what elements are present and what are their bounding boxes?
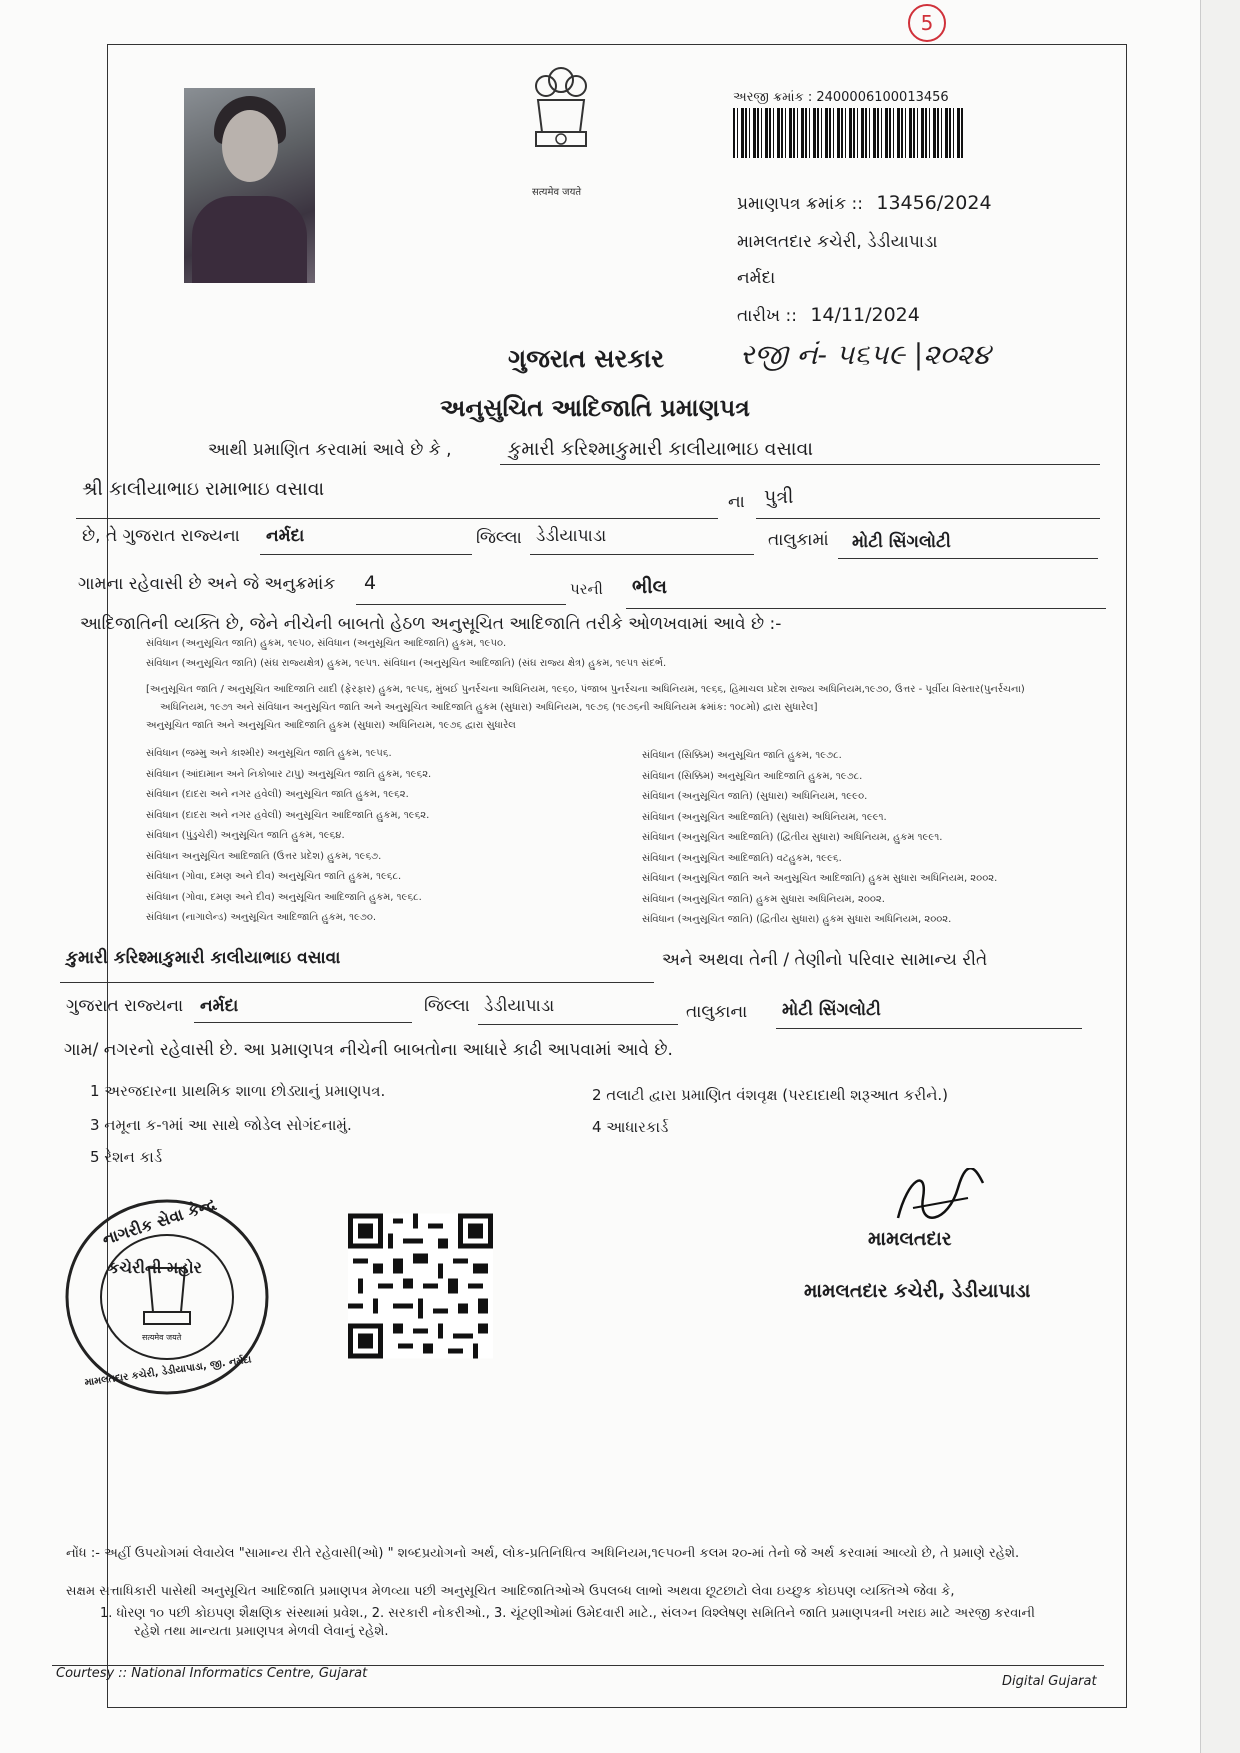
document-item: 3 નમૂના ક-૧માં આ સાથે જોડેલ સોગંદનામું.	[90, 1116, 352, 1134]
order-item: સંવિધાન (જમ્મુ અને કાશ્મીર) અનુસૂચિત જાતિ હુકમ, ૧૯૫૬.	[146, 748, 392, 759]
applicant-name: કુમારી કરિશ્માકુમારી કાલીયાભાઇ વસાવા	[508, 438, 813, 460]
seal-bottom-text: મામલતદાર કચેરી, ડેડીયાપાડા, જી. નર્મદા	[84, 1354, 253, 1389]
basis-text: ગામ/ નગરનો રહેવાસી છે. આ પ્રમાણપત્ર નીચેની બાબતોના આધારે કાઢી આપવામાં આવે છે.	[64, 1040, 673, 1060]
page-number-mark	[908, 4, 946, 42]
na-text: ના	[728, 492, 745, 512]
issue-date: 14/11/2024	[810, 304, 920, 326]
order-line: સંવિધાન (અનુસૂચિત જાતિ) (સંઘ રાજ્યક્ષેત્ર) હુકમ, ૧૯૫૧. સંવિધાન (અનુસૂચિત આદિજાતિ) (સંઘ રાજ્ય ક્ષેત્ર) હુકમ, ૧૯૫૧ સંદર્ભ.	[146, 658, 667, 669]
residence-taluka: ડેડીયાપાડા	[484, 996, 555, 1016]
order-item: સંવિધાન (અનુસૂચિત જાતિ) (સુધારા) અધિનિયમ, ૧૯૯૦.	[642, 791, 868, 802]
seal-center-text: કચેરીની મહોર	[108, 1258, 202, 1277]
seal-top-text: નાગરીક સેવા કેન્દ્ર	[99, 1194, 219, 1249]
residence-name: કુમારી કરિશ્માકુમારી કાલીયાભાઇ વસાવા	[66, 948, 341, 968]
office-seal	[64, 1194, 270, 1396]
father-name: શ્રી કાલીયાભાઇ રામાભાઇ વસાવા	[82, 478, 325, 500]
orders-right-column	[642, 750, 997, 935]
family-text: અને અથવા તેની / તેણીનો પરિવાર સામાન્ય રીતે	[662, 950, 988, 970]
order-item: સંવિધાન (ગોવા, દમણ અને દીવ) અનુસૂચિત આદિજાતિ હુકમ, ૧૯૬૮.	[146, 891, 422, 903]
residence-district: નર્મદા	[200, 996, 239, 1016]
application-number: અરજી ક્રમાંક : 2400006100013456	[733, 90, 949, 105]
resident-text: ગામના રહેવાસી છે અને જે અનુક્રમાંક	[78, 574, 336, 594]
emblem-motto: सत्यमेव जयते	[532, 187, 582, 198]
district-label: જિલ્લા	[476, 528, 522, 548]
order-item: સંવિધાન (પુંડુચેરી) અનુસૂચિત જાતિ હુકમ, ૧૯૬૪.	[146, 830, 345, 841]
order-item: સંવિધાન (સિક્કિમ) અનુસૂચિત જાતિ હુકમ, ૧૯૭૮.	[642, 750, 842, 761]
note-benefits-cont: રહેશે તથા માન્યતા પ્રમાણપત્ર મેળવી લેવાનું રહેશે.	[134, 1624, 389, 1639]
order-line: સંવિધાન (અનુસૂચિત જાતિ) હુકમ, ૧૯૫૦, સંવિધાન (અનુસૂચિત આદિજાતિ) હુકમ, ૧૯૫૦.	[146, 638, 507, 649]
order-item: સંવિધાન (અનુસૂચિત જાતિ) હુકમ સુધારા અધિનિયમ, ૨૦૦૨.	[642, 893, 885, 905]
order-item: સંવિધાન (અનુસૂચિત આદિજાતિ) વટહુકમ, ૧૯૯૬.	[642, 852, 842, 864]
certificate-number: 13456/2024	[876, 192, 992, 214]
taluka-value: ડેડીયાપાડા	[536, 526, 607, 546]
relation: પુત્રી	[764, 486, 794, 508]
residence-village: મોટી સિંગલોટી	[782, 1000, 881, 1020]
date-label: તારીખ	[737, 306, 781, 326]
order-item: સંવિધાન (અનુસૂચિત આદિજાતિ) (સુધારા) અધિનિયમ, ૧૯૯૧.	[642, 811, 887, 823]
issuing-district: નર્મદા	[737, 268, 776, 288]
applicant-photo	[184, 88, 315, 283]
order-item: સંવિધાન (દાદરા અને નગર હવેલી) અનુસૂચિત જાતિ હુકમ, ૧૯૬૨.	[146, 789, 409, 800]
document-item: 5 રેશન કાર્ડ	[90, 1148, 163, 1166]
certify-text: આથી પ્રમાણિત કરવામાં આવે છે કે ,	[208, 440, 452, 460]
signatory-office: મામલતદાર કચેરી, ડેડીયાપાડા	[804, 1280, 1031, 1302]
state-emblem-icon	[528, 62, 594, 182]
district-value: નર્મદા	[266, 526, 305, 546]
note-benefits: સક્ષમ સત્તાધિકારી પાસેથી અનુસૂચિત આદિજાતિ પ્રમાણપત્ર મેળવ્યા પછી અનુસૂચિત આદિજાતિઓએ ઉપલબ્ધ લાભો અથવા છૂટછાટો લેવા ઇચ્છુક કોઇપણ વ્યક્તિએ જેવા કે,	[66, 1584, 955, 1599]
order-line: અધિનિયમ, ૧૯૭૧ અને સંવિધાન અનુસૂચિત જાતિ અને અનુસૂચિત આદિજાતિ હુકમ (સુધારા) અધિનિયમ, ૧૯૭૬ (૧૯૭૬ની અધિનિયમ ક્રમાંક: ૧૦૮મો) દ્વારા સુધારેલ]	[160, 702, 818, 713]
order-item: સંવિધાન (સિક્કિમ) અનુસૂચિત આદિજાતિ હુકમ, ૧૯૭૮.	[642, 770, 863, 782]
seal-motto: सत्यमेव जयते	[142, 1333, 182, 1342]
certificate-number-label: પ્રમાણપત્ર ક્રમાંક	[737, 194, 847, 214]
order-item: સંવિધાન (અનુસૂચિત આદિજાતિ) (દ્વિતીય સુધારા) અધિનિયમ, હુકમ ૧૯૯૧.	[642, 832, 943, 843]
state-text: છે, તે ગુજરાત રાજ્યના	[82, 526, 240, 546]
courtesy-text: Courtesy :: National Informatics Centre, Gujarat	[56, 1666, 368, 1681]
barcode	[733, 108, 963, 158]
certificate-number-row: પ્રમાણપત્ર ક્રમાંક :: 13456/2024	[737, 192, 992, 214]
document-item: 1 અરજદારના પ્રાથમિક શાળા છોડ્યાનું પ્રમાણપત્ર.	[90, 1082, 386, 1100]
date-row: તારીખ :: 14/11/2024	[737, 304, 920, 326]
order-item: સંવિધાન (આંદામાન અને નિકોબાર ટાપુ) અનુસૂચિત જાતિ હુકમ, ૧૯૬૨.	[146, 768, 432, 780]
orders-left-column	[146, 748, 431, 933]
government-title: ગુજરાત સરકાર	[508, 344, 665, 373]
order-item: સંવિધાન (દાદરા અને નગર હવેલી) અનુસૂચિત આદિજાતિ હુકમ, ૧૯૬૨.	[146, 809, 430, 821]
order-item: સંવિધાન (અનુસૂચિત જાતિ અને અનુસૂચિત આદિજાતિ) હુકમ સુધારા અધિનિયમ, ૨૦૦૨.	[642, 873, 998, 884]
residence-district-label: જિલ્લા	[424, 996, 470, 1016]
document-item: 2 તલાટી દ્વારા પ્રમાણિત વંશવૃક્ષ (પરદાદાથી શરૂઆત કરીને.)	[592, 1086, 949, 1104]
order-line: [અનુસૂચિત જાતિ / અનુસૂચિત આદિજાતિ યાદી (ફેરફાર) હુકમ, ૧૯૫૬, મુંબઈ પુનર્રચના અધિનિયમ, ૧૯૬૦, પંજાબ પુનર્રચના અધિનિયમ, ૧૯૬૬, હિમાચલ પ્રદેશ રાજ્ય અધિનિયમ,૧૯૭૦, ઉત્તર - પૂર્વીય વિસ્તાર(પુનર્રચના)	[146, 684, 1025, 695]
qr-code-icon	[348, 1210, 493, 1362]
signatory-title: મામલતદાર	[868, 1228, 952, 1250]
document-item: 4 આધારકાર્ડ	[592, 1118, 669, 1136]
handwritten-reference: રજી નં- ૫૬૫૯ |૨૦૨૪	[740, 338, 991, 371]
village-value: મોટી સિંગલોટી	[852, 532, 951, 552]
order-item: સંવિધાન (ગોવા, દમણ અને દીવ) અનુસૂચિત જાતિ હુકમ, ૧૯૬૮.	[146, 871, 402, 882]
recognized-text: આદિજાતિની વ્યક્તિ છે, જેને નીચેની બાબતો હેઠળ અનુસૂચિત આદિજાતિ તરીકે ઓળખવામાં આવે છે :-	[80, 614, 782, 634]
order-item: સંવિધાન (નાગાલેન્ડ) અનુસૂચિત આદિજાતિ હુકમ, ૧૯૭૦.	[146, 912, 377, 923]
page-edge	[1200, 0, 1240, 1753]
serial-number: 4	[364, 572, 377, 594]
signature-icon	[888, 1168, 988, 1230]
tribe-name: ભીલ	[632, 576, 667, 598]
taluka-label: તાલુકામાં	[768, 530, 829, 550]
note-usage: નોંધ :- અહીં ઉપયોગમાં લેવાયેલ "સામાન્ય રીતે રહેવાસી(ઓ) " શબ્દપ્રયોગનો અર્થ, લોક-પ્રતિનિધિત્વ અધિનિયમ,૧૯૫૦ની કલમ ૨૦-માં તેનો જે અર્થ કરવામાં આવ્યો છે, તે પ્રમાણે રહેશે.	[66, 1546, 1020, 1561]
page-number: 5	[920, 11, 934, 35]
order-item: સંવિધાન (અનુસૂચિત જાતિ) (દ્વિતીય સુધારા) હુકમ સુધારા અધિનિયમ, ૨૦૦૨.	[642, 914, 952, 925]
certificate-title: અનુસુચિત આદિજાતિ પ્રમાણપત્ર	[440, 394, 750, 422]
parni-text: પરની	[570, 580, 603, 598]
residence-taluka-label: તાલુકાના	[686, 1002, 748, 1022]
issuing-office: મામલતદાર કચેરી, ડેડીયાપાડા	[737, 232, 938, 252]
digital-gujarat-text: Digital Gujarat	[1002, 1674, 1097, 1689]
note-benefits-list: 1. ધોરણ ૧૦ પછી કોઇપણ શૈક્ષણિક સંસ્થામાં પ્રવેશ., 2. સરકારી નોકરીઓ., 3. ચૂંટણીઓમાં ઉમેદવારી માટે., સંલગ્ન વિશ્લેષણ સમિતિને જાતિ પ્રમાણપત્રની ખરાઇ માટે અરજી કરવાની	[100, 1606, 1035, 1621]
order-item: સંવિધાન અનુસૂચિત આદિજાતિ (ઉત્તર પ્રદેશ) હુકમ, ૧૯૬૭.	[146, 850, 382, 862]
residence-state-text: ગુજરાત રાજ્યના	[66, 996, 184, 1016]
order-line: અનુસૂચિત જાતિ અને અનુસૂચિત આદિજાતિ હુકમ (સુધારા) અધિનિયમ, ૧૯૭૬ દ્વારા સુધારેલ	[146, 720, 516, 731]
